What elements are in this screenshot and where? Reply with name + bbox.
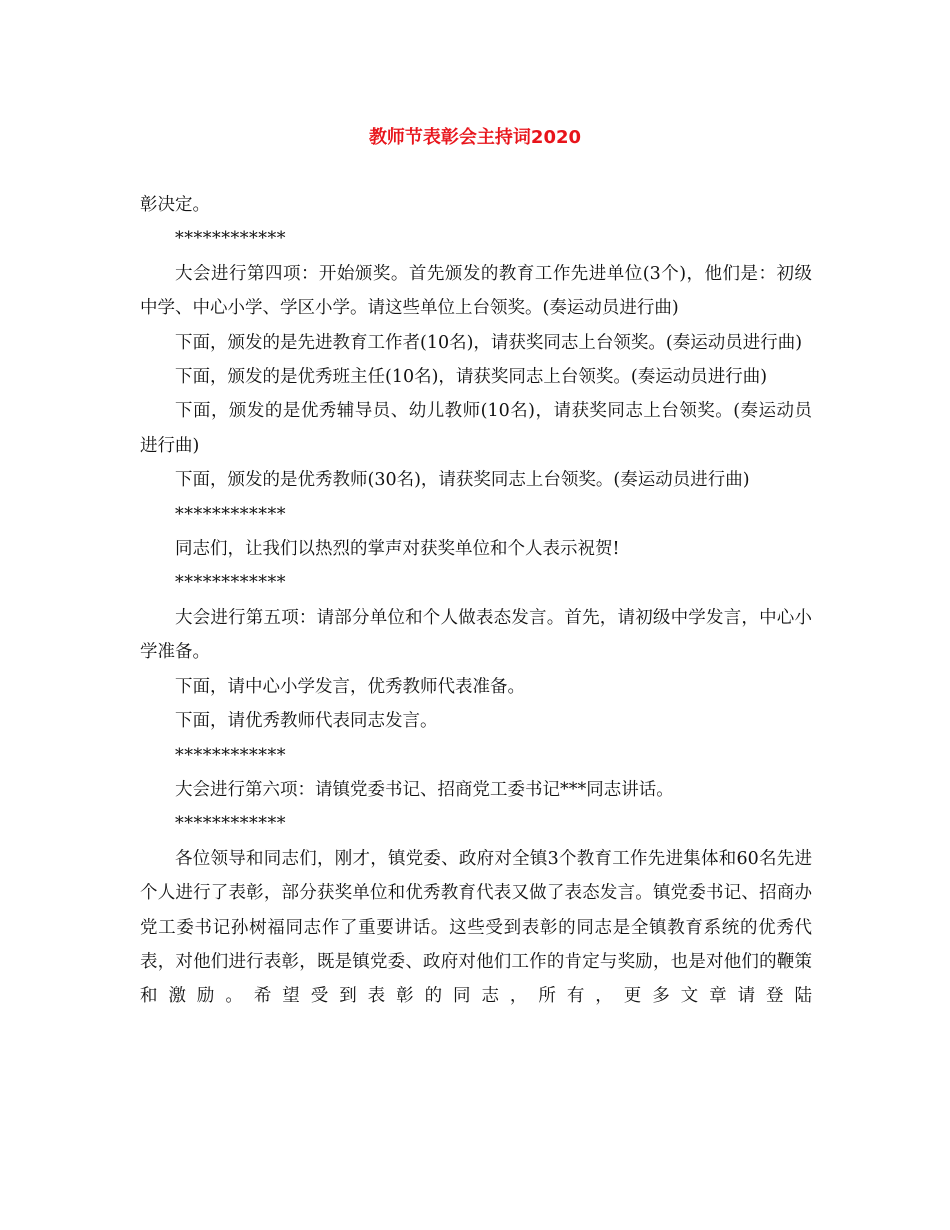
document-body (140, 188, 812, 1014)
section-separator: ************ (175, 504, 286, 525)
section-separator: ************ (175, 814, 286, 835)
document-title: 教师节表彰会主持词2020 (368, 127, 582, 148)
paragraph: 下面，颁发的是优秀班主任(10名)，请获奖同志上台领奖。(奏运动员进行曲) (175, 367, 768, 388)
paragraph: 大会进行第六项：请镇党委书记、招商党工委书记***同志讲话。 (175, 779, 674, 800)
section-separator: ************ (175, 573, 286, 594)
paragraph: 大会进行第四项：开始颁奖。首先颁发的教育工作先进单位(3个)，他们是：初级中学、中心小学、学区小学。请这些单位上台领奖。(奏运动员进行曲) (140, 263, 812, 319)
section-separator: ************ (175, 745, 286, 766)
paragraph: 下面，颁发的是先进教育工作者(10名)，请获奖同志上台领奖。(奏运动员进行曲) (175, 332, 803, 353)
paragraph: 彰决定。 (140, 195, 210, 215)
paragraph: 下面，请中心小学发言，优秀教师代表准备。 (175, 676, 525, 697)
paragraph: 同志们，让我们以热烈的掌声对获奖单位和个人表示祝贺! (175, 539, 620, 560)
paragraph: 各位领导和同志们，刚才，镇党委、政府对全镇3个教育工作先进集体和60名先进个人进行了表彰，部分获奖单位和优秀教育代表又做了表态发言。镇党委书记、招商办党工委书记孙树福同志作了重要讲话。这些受到表彰的同志是全镇教育系统的优秀代表，对他们进行表彰，既是镇党委、政府对他们工作的肯定与奖励，也是对他们的鞭策和激励。希望受到表彰的同志，所有，更多文章请登陆 (140, 848, 812, 1007)
paragraph: 下面，请优秀教师代表同志发言。 (175, 711, 438, 732)
paragraph: 下面，颁发的是优秀教师(30名)，请获奖同志上台领奖。(奏运动员进行曲) (175, 470, 750, 491)
section-separator: ************ (175, 229, 286, 250)
paragraph: 下面，颁发的是优秀辅导员、幼儿教师(10名)，请获奖同志上台领奖。(奏运动员进行曲) (140, 401, 812, 456)
paragraph: 大会进行第五项：请部分单位和个人做表态发言。首先，请初级中学发言，中心小学准备。 (140, 607, 812, 663)
